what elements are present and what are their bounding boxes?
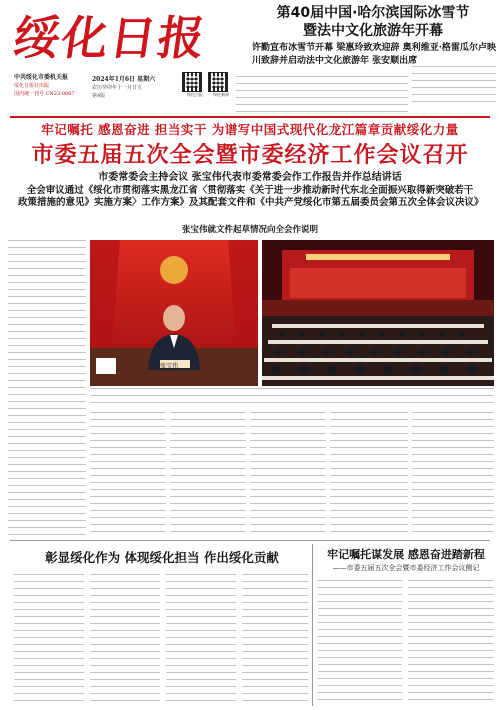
masthead-divider (10, 116, 490, 118)
sidebar-story-subtitle: ——市委五届五次全会暨市委经济工作会议侧记 (332, 564, 480, 572)
top-story-subtitle: 许勤宣布冰雪节开幕 梁惠玲致欢迎辞 奥利维亚·格雷瓜尔卢映川致辞并启动法中文化旅游年 张安顺出席 (252, 43, 496, 66)
lead-summary-line: 全会审议通过《绥化市贯彻落实黑龙江省〈贯彻落实《关于进一步推动新时代东北全面振兴取得新突破若干 (26, 185, 474, 196)
lead-body-column-5 (330, 412, 408, 536)
sidebar-story-column-1 (318, 580, 402, 704)
issue-date-block (92, 76, 182, 100)
commentary-column-3 (166, 574, 236, 704)
commentary-column-4 (242, 574, 308, 704)
photo-speaker[interactable] (90, 240, 258, 386)
lead-body-column-6 (412, 412, 494, 536)
qr-block-2 (208, 72, 234, 98)
lead-summary (18, 185, 482, 209)
lead-summary-line: 政策措施的意见》实施方案〉工作方案》及其配套文件和《中共产党绥化市第五届委员会第五次全体会议决议》 (18, 197, 484, 208)
lead-kicker: 牢记嘱托 感恩奋进 担当实干 为谱写中国式现代化龙江篇章贡献绥化力量 (41, 122, 459, 137)
commentary-column-2 (90, 574, 160, 704)
lead-body-column-2 (90, 412, 166, 536)
issue-number: 第4版 (92, 93, 106, 99)
qr-label: 绥化新闻 (213, 92, 229, 97)
paper-info-line: 国内统一刊号 CN23-0067 (14, 91, 75, 97)
sidebar-story-title[interactable]: 牢记嘱托谋发展 感恩奋进踏新程 (327, 548, 485, 561)
qr-code-icon (208, 72, 228, 92)
lunar-date: 农历癸卯年十一月廿五 (92, 85, 143, 91)
speaker-nameplate: 张宝伟 (160, 363, 179, 370)
top-story-body-right (412, 66, 496, 106)
column-divider (312, 544, 313, 706)
commentary-title[interactable]: 彰显绥化作为 体现绥化担当 作出绥化贡献 (45, 550, 279, 565)
paper-info-line: 绥化日报社出版 (14, 83, 50, 89)
top-story-title[interactable] (250, 4, 496, 40)
sidebar-story-column-2 (408, 580, 494, 704)
lead-byline: 张宝伟就文件起草情况向全会作说明 (181, 225, 318, 235)
lead-body-column-1 (8, 240, 86, 540)
commentary-column-1 (14, 574, 84, 704)
section-divider (10, 540, 490, 541)
meeting-hall-image (262, 240, 494, 386)
paper-info-line: 中共绥化市委机关报 (14, 74, 69, 81)
lead-headline[interactable]: 市委五届五次全会暨市委经济工作会议召开 (31, 143, 469, 168)
top-story-body (236, 76, 408, 116)
top-story-title-line1: 第40届中国·哈尔滨国际冰雪节 (276, 5, 470, 21)
qr-block-1 (182, 72, 208, 98)
top-story-title-line2: 暨法中文化旅游年开幕 (303, 23, 443, 39)
qr-label: 绥化日报 (187, 92, 203, 97)
paper-info (14, 74, 90, 98)
lead-body-column-4 (250, 412, 326, 536)
masthead-title: 绥化日报 (10, 11, 210, 65)
photo-captions (90, 388, 494, 408)
qr-code-icon (182, 72, 202, 92)
lead-subhead: 市委常委会主持会议 张宝伟代表市委常委会作工作报告并作总结讲话 (98, 172, 402, 183)
photo-meeting-hall[interactable] (262, 240, 494, 386)
lead-body-column-3 (170, 412, 246, 536)
issue-date: 2024年1月6日 星期六 (92, 76, 156, 83)
